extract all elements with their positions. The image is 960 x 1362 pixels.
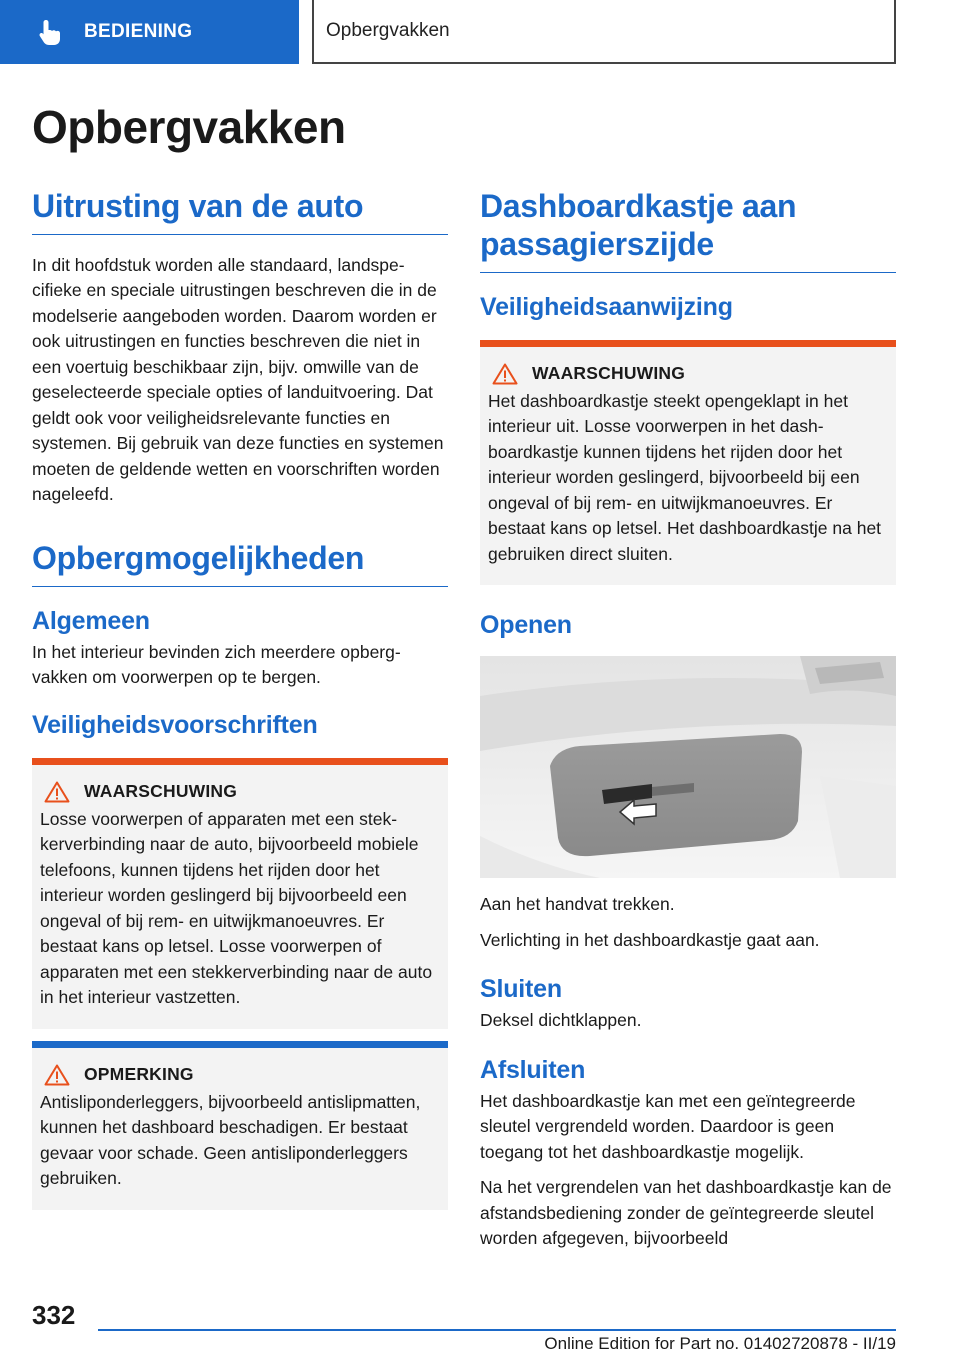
warning-text-right: Het dashboardkastje steekt opengeklapt in het interieur uit. Losse voorwerpen in het dashboardkastje kunnen tijdens het rijden door het interieur worden geslingerd, bijvoorbeeld bij een ongeval of bij rem- en uitwijkmanoeuvres. Er bestaat kans op letsel. Het dashboardkastje na het gebruiken direct sluiten. bbox=[488, 390, 882, 564]
sluiten-text: Deksel dichtklappen. bbox=[480, 1010, 642, 1030]
note-text: Antisliponderleggers, bijvoorbeeld antislipmatten, kunnen het dashboard beschadigen. Er bestaat gevaar voor schade. Geen antisliponderleggers gebruiken. bbox=[40, 1091, 421, 1188]
warning-triangle-icon bbox=[492, 363, 518, 385]
hand-pointer-icon bbox=[38, 18, 62, 46]
subheading-afsluiten: Afsluiten bbox=[480, 1055, 586, 1084]
footer-edition: Online Edition for Part no. 01402720878 - II/19 bbox=[544, 1334, 896, 1353]
header-chapter bbox=[312, 0, 896, 64]
afsluiten-text-2: Na het vergrendelen van het dashboardkastje kan de afstandsbediening zonder de geïntegreerde sleutel worden afgegeven, bijvoorbeeld bbox=[480, 1177, 892, 1248]
glovebox-illustration bbox=[480, 656, 896, 878]
openen-text-1: Aan het handvat trekken. bbox=[480, 894, 675, 914]
footer-divider bbox=[98, 1329, 896, 1331]
page-number: 332 bbox=[32, 1300, 76, 1330]
header-section-label: BEDIENING bbox=[84, 21, 193, 42]
uitrusting-paragraph: In dit hoofdstuk worden alle standaard, landspecifieke en speciale uitrustingen beschreven die in de modelserie aangeboden worden. Daarom worden er ook uitrustingen en functies beschreven die niet in een voertuig beschikbaar zijn, bijv. omwille van de geselecteerde speciale opties of landuitvoering. Dat geldt ook voor veiligheidsrelevante functies en systemen. Bij gebruik van deze functies en systemen moeten de geldende wetten en voorschriften worden nageleefd. bbox=[32, 254, 444, 505]
section-heading-opbergmogelijkheden: Opbergmogelijkheden bbox=[32, 540, 448, 587]
warning-box bbox=[32, 758, 448, 1029]
subheading-veiligheidsvoorschriften: Veiligheidsvoorschriften bbox=[32, 710, 318, 739]
openen-text-2: Verlichting in het dashboardkastje gaat aan. bbox=[480, 929, 820, 950]
subheading-openen: Openen bbox=[480, 611, 572, 639]
header-chapter-label: Opbergvakken bbox=[326, 20, 450, 41]
section-heading-uitrusting: Uitrusting van de auto bbox=[32, 188, 448, 235]
header-section-tab[interactable] bbox=[0, 0, 299, 64]
subheading-veiligheidsaanwijzing: Veiligheidsaanwijzing bbox=[480, 292, 733, 321]
warning-box-header bbox=[40, 781, 440, 803]
warning-text: Losse voorwerpen of apparaten met een stekkerverbinding naar de auto, bijvoorbeeld mobiele telefoons, kunnen tijdens het rijden door het interieur worden geslingerd bij bijvoorbeeld een ongeval of bij rem- en uitwijkmanoeuvres. Er bestaat kans op letsel. Losse voorwerpen of apparaten met een stekkerverbinding naar de auto in het interieur vastzetten. bbox=[40, 808, 433, 1007]
section-heading-dashboardkastje: Dashboardkastje aan passagierszijde bbox=[480, 188, 896, 273]
glovebox-photo bbox=[480, 656, 896, 878]
warning-label-right: WAARSCHUWING bbox=[532, 363, 686, 383]
note-label: OPMERKING bbox=[84, 1064, 194, 1084]
right-column bbox=[480, 188, 896, 1252]
warning-box-right bbox=[480, 340, 896, 586]
warning-label: WAARSCHUWING bbox=[84, 781, 238, 801]
warning-triangle-icon bbox=[44, 781, 70, 803]
note-box-header bbox=[40, 1064, 440, 1086]
left-column bbox=[32, 188, 448, 1210]
page-title: Opbergvakken bbox=[32, 101, 346, 153]
warning-box-right-header bbox=[488, 363, 888, 385]
afsluiten-text-1: Het dashboardkastje kan met een geïntegreerde sleutel vergrendeld worden. Daardoor is geen toegang tot het dashboardkastje mogelijk. bbox=[480, 1090, 856, 1162]
note-box bbox=[32, 1041, 448, 1210]
warning-triangle-icon bbox=[44, 1064, 70, 1086]
subheading-algemeen: Algemeen bbox=[32, 606, 150, 635]
subheading-sluiten: Sluiten bbox=[480, 975, 562, 1003]
algemeen-paragraph: In het interieur bevinden zich meerdere opbergvakken om voorwerpen op te bergen. bbox=[32, 641, 401, 687]
